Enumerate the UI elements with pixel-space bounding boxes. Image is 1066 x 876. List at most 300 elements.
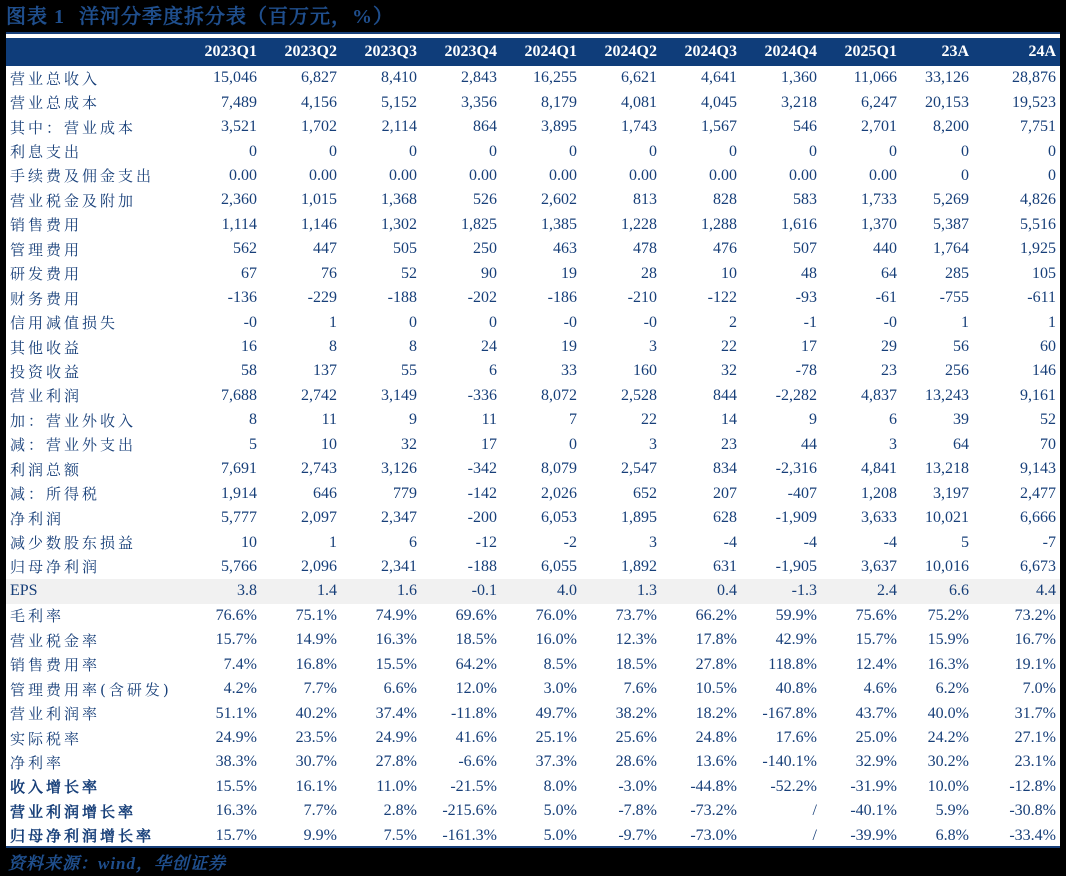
table-cell: -342 (467, 460, 497, 478)
table-cell: 4,045 (701, 93, 737, 111)
table-cell: 207 (713, 484, 737, 502)
table-cell: 1 (1048, 313, 1056, 331)
table-cell: -21.5% (450, 777, 497, 795)
table-cell: 0.00 (709, 166, 737, 184)
table-cell: -2,316 (775, 460, 817, 478)
table-cell: 1.3 (581, 579, 661, 603)
table-row (6, 359, 1060, 383)
table-cell: 5,387 (933, 215, 969, 233)
table-cell: 49.7% (535, 704, 577, 722)
table-cell: -210 (627, 289, 657, 307)
column-header: 2024Q1 (524, 43, 577, 60)
table-cell: 5,777 (221, 509, 257, 527)
table-cell: 1,743 (621, 118, 657, 136)
table-cell: 3,197 (933, 484, 969, 502)
table-cell: 4,081 (621, 93, 657, 111)
table-cell: -611 (1027, 289, 1056, 307)
table-cell: 8,079 (541, 460, 577, 478)
table-cell: 4.4 (973, 579, 1060, 603)
table-cell: 0 (961, 166, 969, 184)
table-cell: 7.7% (303, 802, 337, 820)
table-row (6, 384, 1060, 408)
table-cell: 463 (553, 240, 577, 258)
table-cell: 24 (481, 338, 497, 356)
table-cell: 137 (313, 362, 337, 380)
column-header: 2025Q1 (844, 43, 897, 60)
table-cell: 1,825 (461, 215, 497, 233)
table-cell: 2,097 (301, 509, 337, 527)
table-sheet (6, 34, 1060, 848)
row-label: 营业总成本 (10, 94, 101, 113)
table-cell: 10 (241, 533, 257, 551)
table-cell: 3.8 (181, 579, 261, 603)
table-cell: 14.9% (295, 631, 337, 649)
table-cell: -7.8% (618, 802, 657, 820)
row-label: 投资收益 (10, 362, 83, 381)
table-cell: -3.0% (618, 777, 657, 795)
table-cell: -0 (883, 313, 897, 331)
row-label: 营业总收入 (10, 69, 101, 88)
table-cell: 90 (481, 264, 497, 282)
table-cell: 2,528 (621, 386, 657, 404)
table-cell: 5,152 (381, 93, 417, 111)
table-cell: 7.0% (1022, 680, 1056, 698)
table-cell: 779 (393, 484, 417, 502)
table-cell: 15.9% (927, 631, 969, 649)
table-cell: 7,691 (221, 460, 257, 478)
table-cell: 8.5% (543, 655, 577, 673)
table-cell: 43.7% (855, 704, 897, 722)
table-cell: -1,905 (775, 557, 817, 575)
table-cell: 0.00 (309, 166, 337, 184)
table-cell: 24.9% (375, 729, 417, 747)
row-label: 营业利润增长率 (10, 802, 137, 821)
table-cell: 8 (409, 338, 417, 356)
table-cell: 8 (329, 338, 337, 356)
row-label: 营业税金及附加 (10, 191, 137, 210)
table-cell: 25.1% (535, 729, 577, 747)
table-cell: 1,146 (301, 215, 337, 233)
table-cell: -31.9% (850, 777, 897, 795)
table-cell: 4.2% (223, 680, 257, 698)
table-cell: 5,516 (1020, 215, 1056, 233)
table-cell: 834 (713, 460, 737, 478)
table-cell: 40.2% (295, 704, 337, 722)
table-row (6, 481, 1060, 505)
table-cell: 28,876 (1012, 69, 1056, 87)
table-cell: 16 (241, 338, 257, 356)
table-cell: 6,666 (1020, 509, 1056, 527)
table-cell: 1,368 (381, 191, 417, 209)
column-header: 2023Q2 (284, 43, 337, 60)
table-cell: 51.1% (215, 704, 257, 722)
table-cell: -0 (243, 313, 257, 331)
table-cell: 0.00 (549, 166, 577, 184)
figure-title-text: 洋河分季度拆分表（百万元，%） (79, 6, 394, 28)
table-cell: 3.0% (543, 680, 577, 698)
table-cell: 4,837 (861, 386, 897, 404)
table-cell: 1.6 (341, 579, 421, 603)
table-cell: 1,567 (701, 118, 737, 136)
table-cell: 0 (1048, 142, 1056, 160)
table-cell: 17 (801, 338, 817, 356)
table-cell: 15.7% (215, 826, 257, 844)
table-cell: -12 (475, 533, 497, 551)
table-cell: 3,356 (461, 93, 497, 111)
table-cell: -44.8% (690, 777, 737, 795)
table-cell: 1,702 (301, 118, 337, 136)
table-cell: 38.2% (615, 704, 657, 722)
table-cell: 0 (569, 435, 577, 453)
table-cell: 5.9% (935, 802, 969, 820)
table-cell: 7.6% (623, 680, 657, 698)
table-row (6, 262, 1060, 286)
table-cell: 4,641 (701, 69, 737, 87)
table-cell: 4.6% (863, 680, 897, 698)
column-header: 2024Q3 (684, 43, 737, 60)
row-label: 利润总额 (10, 460, 83, 479)
table-cell: 67 (241, 264, 257, 282)
table-cell: 4,156 (301, 93, 337, 111)
table-cell: 6,053 (541, 509, 577, 527)
table-cell: 11 (481, 411, 497, 429)
table-cell: -1,909 (775, 509, 817, 527)
table-cell: 5,766 (221, 557, 257, 575)
table-row (6, 90, 1060, 114)
table-cell: 505 (393, 240, 417, 258)
table-cell: 631 (713, 557, 737, 575)
table-cell: 0.00 (469, 166, 497, 184)
table-cell: -161.3% (442, 826, 497, 844)
table-cell: -0.1 (421, 579, 501, 603)
table-cell: 76.6% (215, 606, 257, 624)
table-cell: -73.2% (690, 802, 737, 820)
table-cell: 28 (641, 264, 657, 282)
table-cell: 55 (401, 362, 417, 380)
table-cell: 6.8% (935, 826, 969, 844)
table-cell: 1,015 (301, 191, 337, 209)
table-cell: 28.6% (615, 753, 657, 771)
table-cell: 118.8% (768, 655, 817, 673)
table-cell: 27.1% (1014, 729, 1056, 747)
bottom-divider (6, 846, 1060, 848)
column-header: 2024Q2 (604, 43, 657, 60)
table-cell: 1,925 (1020, 240, 1056, 258)
table-cell: -407 (787, 484, 817, 502)
table-cell: 0 (809, 142, 817, 160)
table-cell: 844 (713, 386, 737, 404)
table-cell: 48 (801, 264, 817, 282)
table-cell: 6,673 (1020, 557, 1056, 575)
table-cell: 9 (809, 411, 817, 429)
table-row (6, 726, 1060, 750)
table-cell: 3,633 (861, 509, 897, 527)
table-cell: 6,055 (541, 557, 577, 575)
table-cell: 1,892 (621, 557, 657, 575)
table-cell: 583 (793, 191, 817, 209)
table-cell: 6 (489, 362, 497, 380)
table-cell: 66.2% (695, 606, 737, 624)
table-cell: 16.7% (1014, 631, 1056, 649)
table-cell: 19 (561, 264, 577, 282)
table-cell: 8 (249, 411, 257, 429)
table-cell: 1,288 (701, 215, 737, 233)
table-cell: 32.9% (855, 753, 897, 771)
row-label: 销售费用 (10, 216, 83, 235)
table-cell: 29 (881, 338, 897, 356)
table-cell: 2,026 (541, 484, 577, 502)
table-cell: 19,523 (1012, 93, 1056, 111)
table-row (6, 237, 1060, 261)
table-cell: 76.0% (535, 606, 577, 624)
row-label: 管理费用 (10, 240, 83, 259)
row-label: 营业税金率 (10, 631, 101, 650)
row-label: 研发费用 (10, 265, 83, 284)
table-row (6, 701, 1060, 725)
table-cell: 24.2% (927, 729, 969, 747)
table-cell: 16.3% (215, 802, 257, 820)
table-cell: 10.0% (927, 777, 969, 795)
figure-title (6, 3, 394, 31)
table-cell: 74.9% (375, 606, 417, 624)
row-label: 归母净利润增长率 (10, 827, 155, 846)
table-cell: 10 (721, 264, 737, 282)
table-cell: 23 (881, 362, 897, 380)
table-cell: 1,302 (381, 215, 417, 233)
table-row (6, 115, 1060, 139)
table-cell: -0 (563, 313, 577, 331)
table-cell: -78 (795, 362, 817, 380)
table-cell: 30.7% (295, 753, 337, 771)
table-cell: 1,370 (861, 215, 897, 233)
table-cell: -136 (227, 289, 257, 307)
row-label: 手续费及佣金支出 (10, 167, 155, 186)
table-cell: -61 (875, 289, 897, 307)
table-cell: 64 (881, 264, 897, 282)
table-cell: 526 (473, 191, 497, 209)
table-cell: 2,602 (541, 191, 577, 209)
table-cell: 42.9% (775, 631, 817, 649)
table-cell: 0 (961, 142, 969, 160)
table-cell: -140.1% (762, 753, 817, 771)
table-cell: 75.2% (927, 606, 969, 624)
table-cell: 37.3% (535, 753, 577, 771)
table-cell: 5,269 (933, 191, 969, 209)
table-cell: 7.5% (383, 826, 417, 844)
table-cell: 22 (641, 411, 657, 429)
table-cell: 285 (945, 264, 969, 282)
table-cell: 2 (729, 313, 737, 331)
table-row (6, 188, 1060, 212)
row-label: EPS (6, 579, 181, 603)
table-cell: 6,621 (621, 69, 657, 87)
table-row (6, 457, 1060, 481)
table-cell: 0.00 (629, 166, 657, 184)
table-row (6, 775, 1060, 799)
table-cell: -167.8% (762, 704, 817, 722)
table-cell: 6.6 (901, 579, 973, 603)
table-cell: 2,360 (221, 191, 257, 209)
table-cell: 2,742 (301, 386, 337, 404)
table-cell: 16.3% (375, 631, 417, 649)
column-header: 24A (1028, 43, 1056, 60)
row-label: 营业利润 (10, 387, 83, 406)
table-cell: / (812, 802, 817, 820)
table-cell: 13,218 (925, 460, 969, 478)
table-cell: 19 (561, 338, 577, 356)
table-row (6, 408, 1060, 432)
row-label: 其他收益 (10, 338, 83, 357)
row-label: 其中：营业成本 (10, 118, 137, 137)
table-cell: 52 (1040, 411, 1056, 429)
table-cell: 146 (1032, 362, 1056, 380)
table-row (6, 530, 1060, 554)
table-row (6, 750, 1060, 774)
table-cell: 4,841 (861, 460, 897, 478)
table-cell: 1,764 (933, 240, 969, 258)
table-cell: -4 (723, 533, 737, 551)
table-cell: 24.9% (215, 729, 257, 747)
table-cell: 12.4% (855, 655, 897, 673)
table-cell: 1,895 (621, 509, 657, 527)
table-cell: 40.8% (775, 680, 817, 698)
table-cell: 64 (953, 435, 969, 453)
table-cell: 12.0% (455, 680, 497, 698)
header-label-cell (6, 38, 181, 66)
table-cell: 59.9% (775, 606, 817, 624)
table-cell: 1 (961, 313, 969, 331)
table-cell: 1,114 (221, 215, 257, 233)
table-cell: 19.1% (1014, 655, 1056, 673)
table-cell: -33.4% (1009, 826, 1056, 844)
row-label: 利息支出 (10, 143, 83, 162)
table-cell: 1,385 (541, 215, 577, 233)
table-cell: 0.00 (389, 166, 417, 184)
table-cell: 5.0% (543, 802, 577, 820)
table-cell: 2,341 (381, 557, 417, 575)
table-cell: 3,149 (381, 386, 417, 404)
table-cell: 13,243 (925, 386, 969, 404)
table-cell: 7 (569, 411, 577, 429)
table-cell: 3,637 (861, 557, 897, 575)
figure-title-prefix: 图表 (6, 6, 48, 28)
column-header: 2023Q1 (204, 43, 257, 60)
table-row (6, 579, 1060, 603)
table-cell: 1,208 (861, 484, 897, 502)
table-cell: 440 (873, 240, 897, 258)
table-cell: 1,228 (621, 215, 657, 233)
table-cell: 3,218 (781, 93, 817, 111)
table-cell: 2,347 (381, 509, 417, 527)
table-cell: 478 (633, 240, 657, 258)
header-row (6, 38, 1060, 66)
table-cell: -202 (467, 289, 497, 307)
table-cell: 160 (633, 362, 657, 380)
row-label: 财务费用 (10, 289, 83, 308)
table-cell: 0 (489, 313, 497, 331)
table-cell: -4 (803, 533, 817, 551)
table-cell: 1,616 (781, 215, 817, 233)
table-cell: 8,200 (933, 118, 969, 136)
table-cell: 16.1% (295, 777, 337, 795)
table-row (6, 335, 1060, 359)
table-row (6, 628, 1060, 652)
table-cell: -755 (939, 289, 969, 307)
table-cell: 2,547 (621, 460, 657, 478)
table-cell: 18.5% (615, 655, 657, 673)
table-row (6, 653, 1060, 677)
table-cell: 9.9% (303, 826, 337, 844)
table-cell: 2,096 (301, 557, 337, 575)
table-cell: -215.6% (442, 802, 497, 820)
table-cell: 7,489 (221, 93, 257, 111)
table-cell: 1,733 (861, 191, 897, 209)
table-cell: 1.4 (261, 579, 341, 603)
table-cell: 2,701 (861, 118, 897, 136)
table-cell: 15,046 (213, 69, 257, 87)
table-cell: 1,914 (221, 484, 257, 502)
table-cell: 12.3% (615, 631, 657, 649)
table-cell: 14 (721, 411, 737, 429)
table-cell: 3 (649, 338, 657, 356)
table-cell: 31.7% (1014, 704, 1056, 722)
table-row (6, 310, 1060, 334)
table-cell: -6.6% (458, 753, 497, 771)
table-cell: -188 (387, 289, 417, 307)
row-label: 实际税率 (10, 729, 83, 748)
table-cell: 15.5% (375, 655, 417, 673)
table-row (6, 66, 1060, 90)
table-cell: 17.6% (775, 729, 817, 747)
source-note: 资料来源：wind，华创证券 (8, 854, 227, 873)
table-cell: -7 (1042, 533, 1056, 551)
table-cell: -9.7% (618, 826, 657, 844)
table-cell: 562 (233, 240, 257, 258)
table-cell: 11.0% (376, 777, 417, 795)
column-header: 2024Q4 (764, 43, 817, 60)
table-cell: 0.00 (789, 166, 817, 184)
table-cell: -39.9% (850, 826, 897, 844)
table-cell: 507 (793, 240, 817, 258)
table-cell: 8,410 (381, 69, 417, 87)
row-label: 减少数股东损益 (10, 534, 137, 553)
row-label: 收入增长率 (10, 778, 101, 797)
table-cell: 25.0% (855, 729, 897, 747)
table-cell: 546 (793, 118, 817, 136)
row-label: 信用减值损失 (10, 314, 119, 333)
table-cell: 10.5% (695, 680, 737, 698)
table-cell: 24.8% (695, 729, 737, 747)
table-cell: -2 (563, 533, 577, 551)
table-cell: 0 (1048, 166, 1056, 184)
table-cell: 15.7% (215, 631, 257, 649)
table-cell: 0 (649, 142, 657, 160)
table-cell: -142 (467, 484, 497, 502)
quarterly-breakdown-table (6, 38, 1060, 848)
table-cell: 32 (401, 435, 417, 453)
table-cell: 8.0% (543, 777, 577, 795)
table-cell: 2,743 (301, 460, 337, 478)
table-row (6, 799, 1060, 823)
table-cell: 828 (713, 191, 737, 209)
table-row (6, 433, 1060, 457)
table-cell: -40.1% (850, 802, 897, 820)
table-cell: 69.6% (455, 606, 497, 624)
row-label: 净利率 (10, 753, 65, 772)
table-cell: 18.2% (695, 704, 737, 722)
table-cell: 256 (945, 362, 969, 380)
table-cell: 0 (489, 142, 497, 160)
